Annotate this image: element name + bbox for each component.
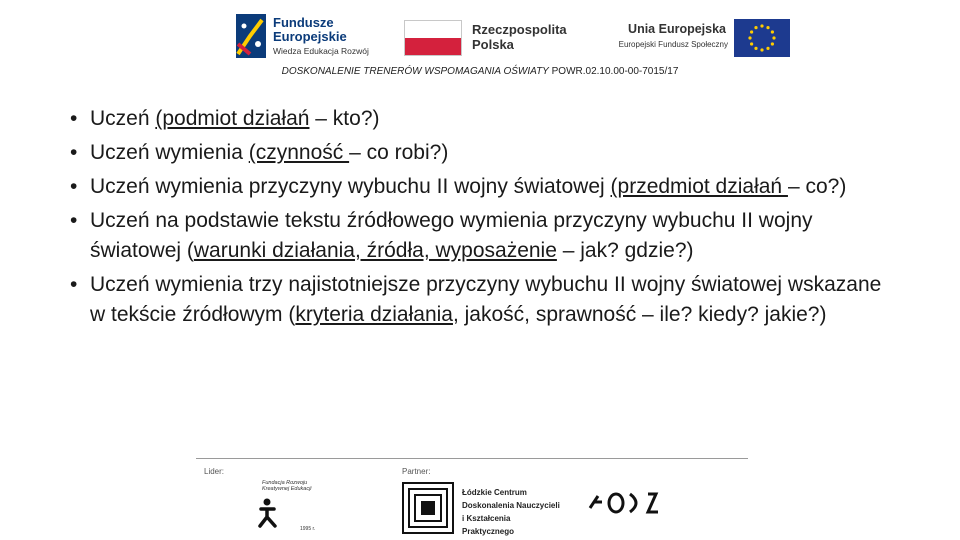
underlined-term: (podmiot działań bbox=[155, 107, 310, 130]
underlined-term: (czynność bbox=[248, 141, 350, 164]
project-code: POWR.02.10.00-00-7015/17 bbox=[548, 66, 679, 77]
rp-logo-title: Rzeczpospolita Polska bbox=[472, 22, 567, 52]
frk-name: Fundacja Rozwoju Kreatywnej Edukacji bbox=[262, 480, 312, 492]
bullet-marker: • bbox=[70, 209, 78, 232]
rzeczpospolita-polska-logo bbox=[404, 18, 574, 58]
lcdn-square-icon bbox=[402, 482, 454, 534]
frk-year: 1995 r. bbox=[300, 526, 316, 532]
eu-star-icon bbox=[766, 26, 769, 29]
eu-star-icon bbox=[750, 42, 753, 45]
polish-flag-icon bbox=[404, 20, 462, 56]
eu-star-icon bbox=[772, 36, 775, 39]
bullet-marker: • bbox=[70, 141, 78, 164]
project-title bbox=[0, 66, 960, 77]
lodz-city-logo bbox=[586, 488, 666, 516]
eu-star-icon bbox=[750, 30, 753, 33]
underlined-term: warunki działania, źródła, wyposażenie bbox=[193, 239, 557, 262]
underlined-term: kryteria działania bbox=[295, 303, 453, 326]
unia-europejska-logo bbox=[598, 18, 790, 58]
lcdn-logo bbox=[402, 480, 562, 536]
list-item: • Uczeń wymienia przyczyny wybuchu II wojny światowej (przedmiot działań – co?) bbox=[70, 172, 890, 202]
frk-logo bbox=[256, 476, 320, 538]
partner-label: Partner: bbox=[402, 467, 431, 476]
running-figure-icon bbox=[258, 498, 282, 528]
list-item: • Uczeń (podmiot działań – kto?) bbox=[70, 104, 890, 134]
list-item: • Uczeń wymienia (czynność – co robi?) bbox=[70, 138, 890, 168]
header bbox=[0, 0, 960, 90]
fe-logo-subtitle: Wiedza Edukacja Rozwój bbox=[273, 46, 369, 56]
eu-star-icon bbox=[766, 47, 769, 50]
list-item: • Uczeń wymienia trzy najistotniejsze przyczyny wybuchu II wojny światowej wskazane w tekście źródłowym (kryteria działania, jakość, sprawność – ile? kiedy? jakie?) bbox=[70, 270, 890, 330]
lcdn-name: Łódzkie Centrum Doskonalenia Nauczycieli i Kształcenia Praktycznego bbox=[462, 488, 560, 536]
fe-logo-title: Fundusze Europejskie bbox=[273, 15, 347, 44]
bullet-marker: • bbox=[70, 273, 78, 296]
list-item: • Uczeń na podstawie tekstu źródłowego wymienia przyczyny wybuchu II wojny światowej (warunki działania, źródła, wyposażenie – jak? gdzie?) bbox=[70, 206, 890, 266]
fe-emblem-icon bbox=[236, 14, 266, 58]
eu-flag-icon bbox=[734, 19, 790, 57]
lider-label: Lider: bbox=[204, 467, 225, 476]
bullet-marker: • bbox=[70, 107, 78, 130]
eu-star-icon bbox=[748, 36, 751, 39]
eu-star-icon bbox=[771, 42, 774, 45]
eu-star-icon bbox=[754, 47, 757, 50]
bullet-list bbox=[70, 104, 890, 334]
underlined-term: (przedmiot działań bbox=[610, 175, 788, 198]
eu-star-icon bbox=[760, 24, 763, 27]
eu-star-icon bbox=[754, 26, 757, 29]
ue-logo-title: Unia Europejska bbox=[628, 22, 726, 36]
eu-star-icon bbox=[760, 48, 763, 51]
fundusze-europejskie-logo bbox=[236, 14, 376, 60]
project-name: DOSKONALENIE TRENERÓW WSPOMAGANIA OŚWIATY bbox=[281, 66, 549, 77]
ue-logo-subtitle: Europejski Fundusz Społeczny bbox=[618, 40, 728, 49]
footer-divider bbox=[196, 458, 748, 459]
eu-star-icon bbox=[771, 30, 774, 33]
bullet-marker: • bbox=[70, 175, 78, 198]
footer-partners bbox=[196, 458, 752, 538]
